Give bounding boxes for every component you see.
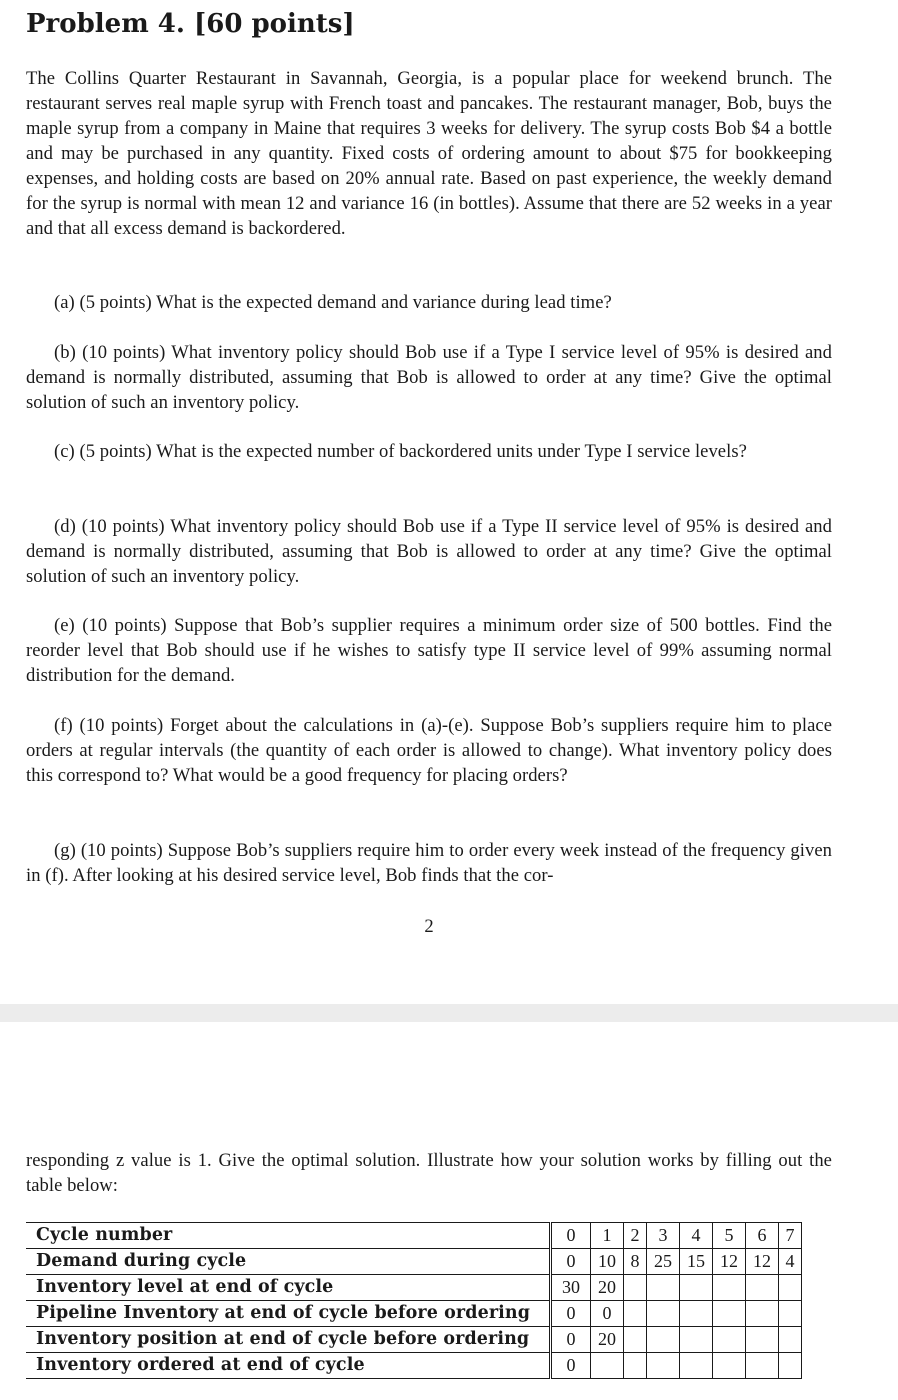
table-cell (713, 1327, 746, 1353)
table-cell: 12 (746, 1249, 779, 1275)
table-cell (680, 1275, 713, 1301)
table-cell: 1 (591, 1223, 624, 1249)
table-cell (746, 1275, 779, 1301)
table-cell (680, 1301, 713, 1327)
row-demand-during-cycle (26, 1249, 802, 1275)
table-cell (624, 1327, 647, 1353)
part-e: (e) (10 points) Suppose that Bob’s supplier requires a minimum order size of 500 bottles. Find the reorder level that Bob should use if he wishes to satisfy type II service level of 99% assuming normal distribution for the demand. (26, 615, 832, 686)
table-cell (713, 1301, 746, 1327)
page-number: 2 (424, 916, 434, 937)
row-pipeline-inventory (26, 1301, 802, 1327)
table-cell (680, 1327, 713, 1353)
table-cell: 10 (591, 1249, 624, 1275)
table-cell: 8 (624, 1249, 647, 1275)
table-cell (647, 1327, 680, 1353)
table-cell: 0 (591, 1301, 624, 1327)
row-inventory-position (26, 1327, 802, 1353)
part-b: (b) (10 points) What inventory policy should Bob use if a Type I service level of 95% is desired and demand is normally distributed, assuming that Bob is allowed to order at any time? Give the optimal solution of such an inventory policy. (26, 342, 832, 413)
part-a: (a) (5 points) What is the expected demand and variance during lead time? (54, 292, 612, 313)
table-cell: 20 (591, 1275, 624, 1301)
table-cell (624, 1353, 647, 1379)
table-cell: 12 (713, 1249, 746, 1275)
table-cell: 3 (647, 1223, 680, 1249)
table-cell: 0 (551, 1327, 591, 1353)
table-cell (779, 1275, 802, 1301)
inventory-cycle-table (26, 1222, 802, 1379)
table-cell: 5 (713, 1223, 746, 1249)
table-cell (779, 1301, 802, 1327)
table-cell: 0 (551, 1249, 591, 1275)
row-label: Pipeline Inventory at end of cycle before ordering (26, 1301, 551, 1327)
table-cell: 0 (551, 1223, 591, 1249)
row-label: Cycle number (26, 1223, 551, 1249)
row-inventory-ordered (26, 1353, 802, 1379)
table-cell: 0 (551, 1301, 591, 1327)
row-label: Inventory ordered at end of cycle (26, 1353, 551, 1379)
table-cell (647, 1301, 680, 1327)
part-c: (c) (5 points) What is the expected number of backordered units under Type I service levels? (54, 441, 747, 462)
table-cell: 4 (680, 1223, 713, 1249)
table-cell (779, 1353, 802, 1379)
problem-intro: The Collins Quarter Restaurant in Savannah, Georgia, is a popular place for weekend brunch. The restaurant serves real maple syrup with French toast and pancakes. The restaurant manager, Bob, buys the maple syrup from a company in Maine that requires 3 weeks for delivery. The syrup costs Bob $4 a bottle and may be purchased in any quantity. Fixed costs of ordering amount to about $75 for bookkeeping expenses, and holding costs are based on 20% annual rate. Based on past experience, the weekly demand for the syrup is normal with mean 12 and variance 16 (in bottles). Assume that there are 52 weeks in a year and that all excess demand is backordered. (26, 68, 832, 239)
part-d: (d) (10 points) What inventory policy should Bob use if a Type II service level of 95% is desired and demand is normally distributed, assuming that Bob is allowed to order at any time? Give the optimal solution of such an inventory policy. (26, 516, 832, 587)
table-cell (746, 1301, 779, 1327)
part-g-start: (g) (10 points) Suppose Bob’s suppliers require him to order every week instead of the frequency given in (f). After looking at his desired service level, Bob finds that the cor- (26, 840, 832, 886)
table-cell (713, 1275, 746, 1301)
table-cell (746, 1353, 779, 1379)
row-inventory-level (26, 1275, 802, 1301)
table-cell: 7 (779, 1223, 802, 1249)
part-f: (f) (10 points) Forget about the calculations in (a)-(e). Suppose Bob’s suppliers require him to place orders at regular intervals (the quantity of each order is allowed to change). What inventory policy does this correspond to? What would be a good frequency for placing orders? (26, 715, 832, 786)
table-cell: 4 (779, 1249, 802, 1275)
table-cell: 0 (551, 1353, 591, 1379)
table-cell: 25 (647, 1249, 680, 1275)
row-label: Inventory position at end of cycle before ordering (26, 1327, 551, 1353)
row-cycle-number (26, 1223, 802, 1249)
table-cell: 20 (591, 1327, 624, 1353)
table-cell (779, 1327, 802, 1353)
part-g-end: responding z value is 1. Give the optimal solution. Illustrate how your solution works by filling out the table below: (26, 1150, 832, 1196)
table-cell (647, 1275, 680, 1301)
table-cell (624, 1275, 647, 1301)
table-cell: 2 (624, 1223, 647, 1249)
page-separator (0, 1004, 898, 1022)
table-cell: 15 (680, 1249, 713, 1275)
table-cell: 30 (551, 1275, 591, 1301)
table-cell (624, 1301, 647, 1327)
table-cell (647, 1353, 680, 1379)
problem-title: Problem 4. [60 points] (26, 9, 355, 39)
table-cell (680, 1353, 713, 1379)
row-label: Demand during cycle (26, 1249, 551, 1275)
table-cell (591, 1353, 624, 1379)
table-cell: 6 (746, 1223, 779, 1249)
table-cell (746, 1327, 779, 1353)
table-cell (713, 1353, 746, 1379)
row-label: Inventory level at end of cycle (26, 1275, 551, 1301)
